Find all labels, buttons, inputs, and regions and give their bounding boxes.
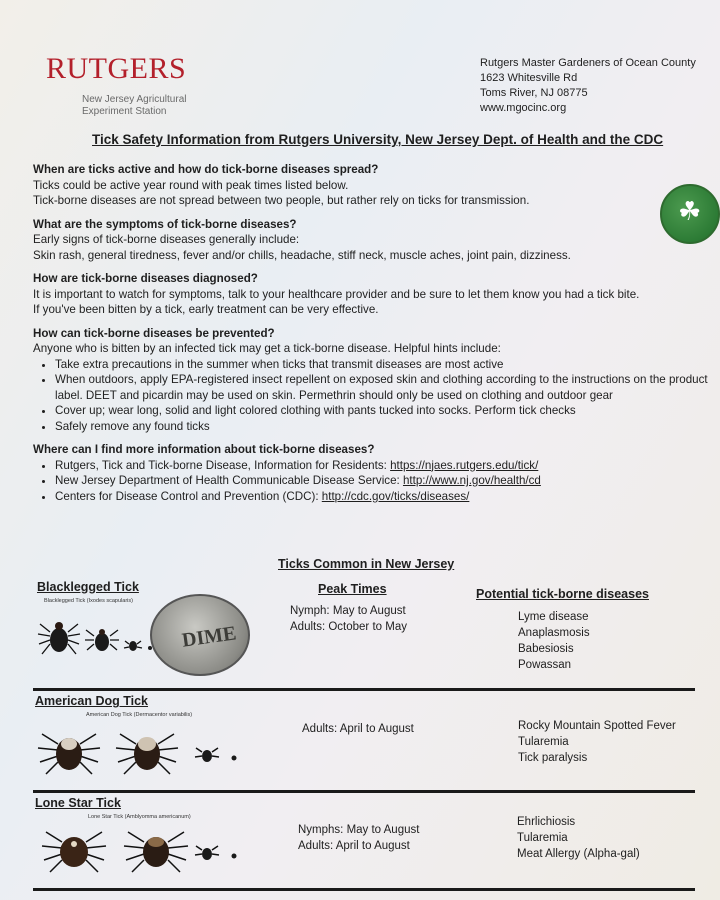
disease-item: Powassan [518, 659, 572, 671]
list-item: • Take extra precautions in the summer when ticks that transmit diseases are most active [55, 357, 713, 373]
faq-question: How are tick-borne diseases diagnosed? [33, 272, 258, 285]
list-item [55, 458, 713, 474]
disease-list [518, 718, 676, 766]
tick-name: American Dog Tick [35, 694, 149, 708]
peak-times [298, 822, 419, 854]
faq-content [33, 156, 713, 504]
resource-link[interactable]: https://njaes.rutgers.edu/tick/ [390, 458, 539, 472]
logo-subtitle [82, 94, 186, 118]
faq-text: If you've been bitten by a tick, early treatment can be very effective. [33, 303, 379, 316]
page-title: Tick Safety Information from Rutgers University, New Jersey Dept. of Health and the CDC [92, 132, 664, 147]
row-divider [33, 888, 695, 891]
disease-item: Meat Allergy (Alpha-gal) [517, 848, 640, 860]
faq-question: Where can I find more information about tick-borne diseases? [33, 443, 375, 456]
peak-time: Adults: April to August [302, 723, 414, 735]
list-item [55, 489, 713, 505]
tick-scientific-caption: Lone Star Tick (Amblyomma americanum) [88, 814, 191, 820]
tick-name: Blacklegged Tick [37, 580, 139, 594]
disease-item: Anaplasmosis [518, 627, 590, 639]
tick-scientific-caption: Blacklegged Tick (Ixodes scapularis) [44, 598, 133, 604]
list-item: • When outdoors, apply EPA-registered insect repellent on exposed skin and clothing according to the instructions on the product label. DEET and picardin may be used on skin. Permethrin should only be used on clothing and outdoor gear [55, 372, 713, 403]
ticks-section-title: Ticks Common in New Jersey [278, 557, 455, 571]
resource-list [33, 458, 713, 505]
peak-time: Adults: October to May [290, 621, 407, 633]
prevention-list [33, 357, 713, 435]
disease-item: Tularemia [517, 832, 568, 844]
coin-label: DIME [180, 622, 238, 652]
disease-item: Ehrlichiosis [517, 816, 576, 828]
faq-text: Ticks could be active year round with peak times listed below. [33, 178, 349, 192]
address-line: 1623 Whitesville Rd [480, 72, 578, 84]
disease-list [517, 814, 640, 862]
list-item: • Safely remove any found ticks [55, 419, 713, 435]
faq-question: When are ticks active and how do tick-borne diseases spread? [33, 163, 379, 176]
faq-text: Skin rash, general tiredness, fever and/or chills, headache, stiff neck, muscle aches, joint pain, dizziness. [33, 248, 571, 262]
logo-subtitle-line: New Jersey Agricultural [82, 94, 187, 105]
resource-label: New Jersey Department of Health Communicable Disease Service: [55, 474, 400, 487]
master-gardener-globe-icon: ☘ [660, 184, 720, 244]
logo-wordmark: RUTGERS [46, 52, 187, 85]
resource-label: Centers for Disease Control and Prevention (CDC): [55, 489, 319, 503]
disease-item: Rocky Mountain Spotted Fever [518, 720, 676, 732]
american-dog-tick-illustration [36, 720, 246, 786]
peak-time: Nymphs: May to August [298, 824, 420, 836]
resource-link[interactable]: http://cdc.gov/ticks/diseases/ [321, 489, 470, 503]
peak-times [290, 603, 407, 635]
list-item [55, 473, 713, 489]
address-line: Rutgers Master Gardeners of Ocean County [480, 57, 696, 69]
address-block [480, 56, 696, 116]
peak-times-header: Peak Times [318, 582, 387, 596]
disease-list [518, 609, 590, 673]
dime-size-reference-image [150, 594, 250, 676]
address-website: www.mgocinc.org [480, 102, 567, 114]
blacklegged-tick-illustration [36, 610, 156, 676]
faq-text: Anyone who is bitten by an infected tick may get a tick-borne disease. Helpful hints include: [33, 342, 501, 355]
row-divider [33, 790, 695, 793]
disease-item: Tularemia [518, 736, 569, 748]
disease-item: Tick paralysis [518, 752, 588, 764]
logo-subtitle-line: Experiment Station [82, 106, 167, 117]
resource-label: Rutgers, Tick and Tick-borne Disease, Information for Residents: [55, 458, 387, 472]
disease-item: Lyme disease [518, 611, 589, 623]
list-item: • Cover up; wear long, solid and light colored clothing with pants tucked into socks. Perform tick checks [55, 403, 713, 419]
disease-item: Babesiosis [518, 643, 574, 655]
faq-question: How can tick-borne diseases be prevented? [33, 326, 275, 340]
address-line: Toms River, NJ 08775 [480, 87, 588, 99]
faq-text: It is important to watch for symptoms, talk to your healthcare provider and be sure to let them know you had a tick bite. [33, 287, 640, 301]
faq-text: Early signs of tick-borne diseases generally include: [33, 233, 300, 246]
peak-time: Adults: April to August [298, 840, 410, 852]
faq-text: Tick-borne diseases are not spread between two people, but rather rely on ticks for transmission. [33, 194, 530, 207]
tick-scientific-caption: American Dog Tick (Dermacentor variabilis) [86, 712, 193, 718]
peak-times [302, 721, 414, 737]
tick-name: Lone Star Tick [35, 796, 121, 810]
diseases-header: Potential tick-borne diseases [476, 587, 649, 601]
row-divider [33, 688, 695, 691]
rutgers-logo [46, 54, 186, 118]
lone-star-tick-illustration [36, 820, 246, 882]
peak-time: Nymph: May to August [290, 605, 406, 617]
faq-question: What are the symptoms of tick-borne diseases? [33, 217, 297, 231]
resource-link[interactable]: http://www.nj.gov/health/cd [402, 474, 541, 487]
